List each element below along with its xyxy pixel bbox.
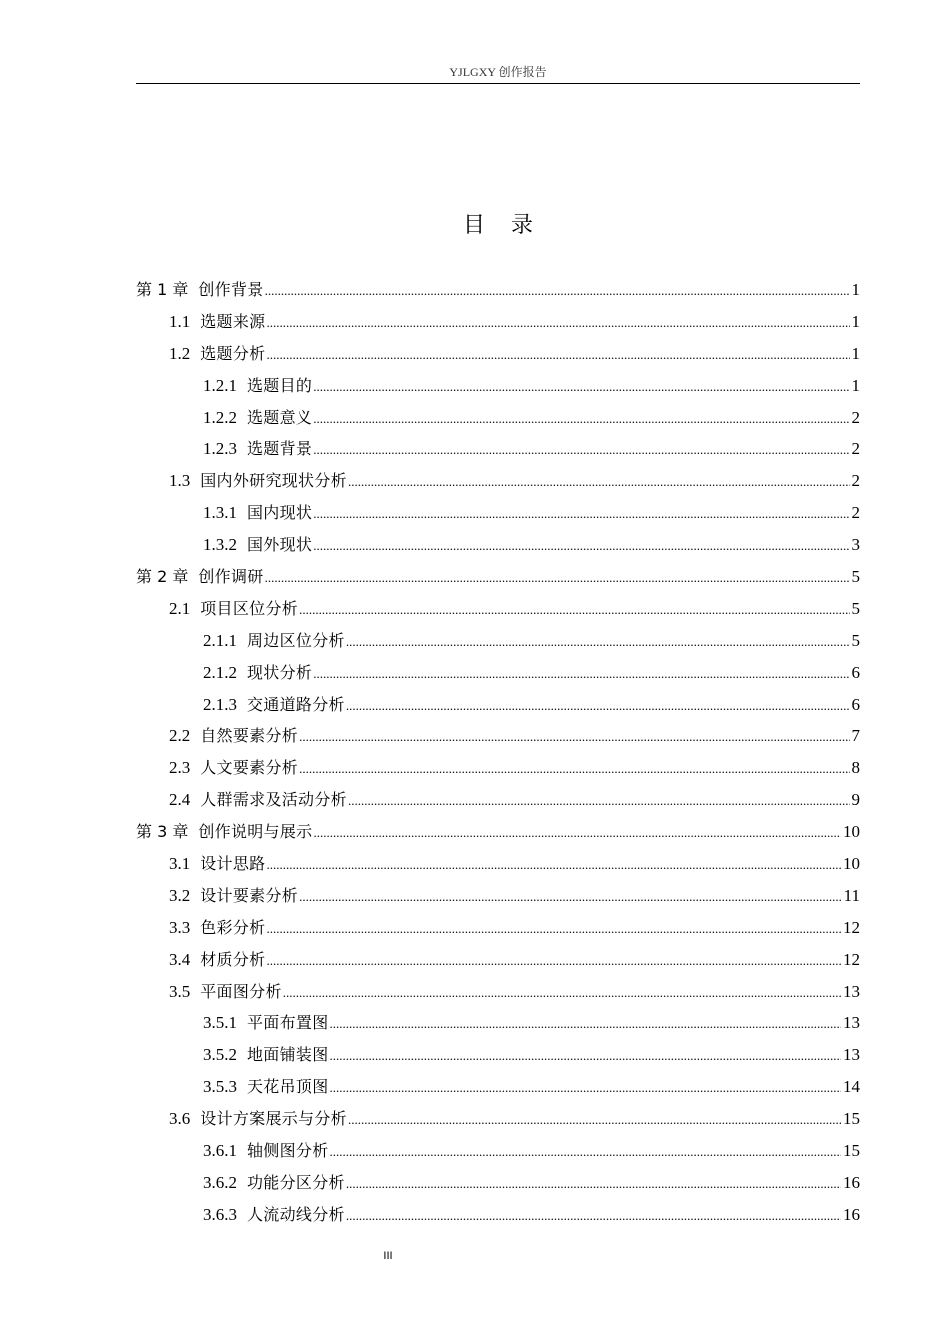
toc-entry-page: 10: [843, 822, 860, 842]
toc-entry-page: 7: [851, 726, 860, 746]
toc-subsection-entry[interactable]: [136, 1135, 860, 1167]
toc-entry-number: 2.1: [169, 598, 191, 618]
toc-section-entry[interactable]: [136, 944, 860, 976]
toc-section-entry[interactable]: [136, 784, 860, 816]
toc-entry-title: 天花吊顶图: [247, 1077, 329, 1097]
toc-dot-leader: [313, 658, 849, 690]
toc-entry-page: 8: [851, 758, 860, 778]
toc-entry-number: 3.5.2: [203, 1045, 237, 1065]
toc-entry-page: 6: [851, 662, 860, 682]
toc-entry-title: 人文要素分析: [200, 758, 299, 778]
toc-entry-number: 3.6.2: [203, 1172, 237, 1192]
toc-subsection-entry[interactable]: [136, 689, 860, 721]
running-header: [136, 62, 860, 84]
toc-entry-title: 平面图分析: [200, 981, 282, 1001]
toc-section-entry[interactable]: [136, 880, 860, 912]
toc-entry-page: 5: [851, 567, 860, 587]
toc-dot-leader: [330, 1136, 841, 1168]
toc-section-entry[interactable]: [136, 976, 860, 1008]
toc-entry-number: 2.3: [169, 758, 191, 778]
toc-entry-number: 3.5.3: [203, 1077, 237, 1097]
toc-entry-page: 2: [851, 439, 860, 459]
toc-entry-page: 10: [843, 854, 860, 874]
toc-dot-leader: [299, 881, 842, 913]
toc-entry-number: 1.1: [169, 311, 191, 331]
toc-section-entry[interactable]: [136, 912, 860, 944]
toc-entry-page: 2: [851, 407, 860, 427]
toc-entry-number: 3.4: [169, 949, 191, 969]
toc-entry-title: 功能分区分析: [247, 1172, 345, 1192]
toc-entry-title: 轴侧图分析: [247, 1141, 329, 1161]
toc-entry-number: 第 1 章: [136, 280, 189, 299]
toc-entry-page: 3: [851, 535, 860, 555]
toc-subsection-entry[interactable]: [136, 1167, 860, 1199]
toc-entry-title: 平面布置图: [247, 1013, 329, 1033]
toc-entry-title: 人流动线分析: [247, 1204, 345, 1224]
toc-entry-title: 选题目的: [247, 375, 313, 395]
toc-entry-page: 16: [843, 1204, 860, 1224]
toc-dot-leader: [313, 530, 849, 562]
toc-section-entry[interactable]: [136, 465, 860, 497]
toc-entry-title: 国内现状: [247, 503, 313, 523]
toc-dot-leader: [348, 1104, 841, 1136]
toc-entry-page: 15: [843, 1141, 860, 1161]
toc-entry-page: 6: [851, 694, 860, 714]
toc-subsection-entry[interactable]: [136, 1199, 860, 1231]
toc-entry-number: 1.3.2: [203, 535, 237, 555]
toc-subsection-entry[interactable]: [136, 529, 860, 561]
toc-entry-number: 3.1: [169, 854, 191, 874]
toc-entry-page: 11: [843, 885, 860, 905]
toc-entry-title: 设计方案展示与分析: [200, 1109, 347, 1129]
toc-entry-title: 自然要素分析: [200, 726, 299, 746]
toc-chapter-entry[interactable]: [136, 816, 860, 848]
table-of-contents: [136, 274, 860, 1231]
toc-subsection-entry[interactable]: [136, 402, 860, 434]
toc-dot-leader: [313, 498, 849, 530]
toc-entry-title: 国内外研究现状分析: [200, 471, 347, 491]
toc-entry-title: 国外现状: [247, 535, 313, 555]
toc-entry-page: 2: [851, 503, 860, 523]
toc-entry-title: 现状分析: [247, 662, 313, 682]
toc-section-entry[interactable]: [136, 720, 860, 752]
toc-entry-number: 3.6.1: [203, 1141, 237, 1161]
toc-subsection-entry[interactable]: [136, 1071, 860, 1103]
toc-dot-leader: [266, 945, 841, 977]
toc-entry-title: 人群需求及活动分析: [200, 790, 347, 810]
toc-title: 目录: [462, 213, 559, 238]
toc-entry-number: 2.1.1: [203, 630, 237, 650]
toc-dot-leader: [299, 753, 849, 785]
toc-entry-page: 13: [843, 981, 860, 1001]
toc-subsection-entry[interactable]: [136, 1039, 860, 1071]
toc-dot-leader: [330, 1072, 841, 1104]
toc-dot-leader: [266, 849, 841, 881]
toc-dot-leader: [346, 626, 850, 658]
toc-section-entry[interactable]: [136, 1103, 860, 1135]
toc-entry-page: 1: [851, 280, 860, 299]
toc-dot-leader: [266, 913, 841, 945]
toc-dot-leader: [265, 562, 850, 594]
toc-entry-number: 3.6.3: [203, 1204, 237, 1224]
toc-dot-leader: [330, 1008, 841, 1040]
toc-dot-leader: [266, 339, 849, 371]
toc-entry-number: 2.1.3: [203, 694, 237, 714]
toc-dot-leader: [346, 1200, 841, 1232]
toc-section-entry[interactable]: [136, 306, 860, 338]
toc-entry-page: 9: [851, 790, 860, 810]
toc-subsection-entry[interactable]: [136, 1007, 860, 1039]
toc-section-entry[interactable]: [136, 752, 860, 784]
toc-dot-leader: [348, 466, 850, 498]
toc-dot-leader: [313, 434, 849, 466]
toc-subsection-entry[interactable]: [136, 370, 860, 402]
toc-entry-title: 材质分析: [200, 949, 266, 969]
toc-dot-leader: [313, 403, 849, 435]
toc-entry-title: 选题来源: [200, 311, 266, 331]
toc-dot-leader: [299, 594, 849, 626]
toc-entry-page: 12: [843, 917, 860, 937]
toc-entry-number: 3.6: [169, 1109, 191, 1129]
toc-section-entry[interactable]: [136, 338, 860, 370]
toc-entry-page: 5: [851, 598, 860, 618]
toc-entry-number: 3.2: [169, 885, 191, 905]
toc-dot-leader: [313, 817, 841, 849]
toc-entry-number: 1.3.1: [203, 503, 237, 523]
toc-dot-leader: [265, 275, 850, 307]
toc-entry-page: 5: [851, 630, 860, 650]
toc-section-entry[interactable]: [136, 593, 860, 625]
toc-chapter-entry[interactable]: [136, 274, 860, 306]
toc-entry-page: 13: [843, 1013, 860, 1033]
running-header-title: YJLGXY 创作报告: [449, 65, 547, 79]
toc-entry-number: 2.2: [169, 726, 191, 746]
toc-entry-page: 15: [843, 1109, 860, 1129]
toc-dot-leader: [266, 307, 849, 339]
toc-entry-page: 1: [851, 343, 860, 363]
toc-subsection-entry[interactable]: [136, 497, 860, 529]
toc-entry-number: 3.5.1: [203, 1013, 237, 1033]
toc-dot-leader: [313, 371, 849, 403]
toc-entry-title: 色彩分析: [200, 917, 266, 937]
toc-entry-page: 16: [843, 1172, 860, 1192]
toc-entry-title: 创作背景: [198, 280, 264, 299]
toc-entry-page: 14: [843, 1077, 860, 1097]
toc-entry-number: 3.3: [169, 917, 191, 937]
toc-subsection-entry[interactable]: [136, 657, 860, 689]
toc-entry-title: 周边区位分析: [247, 630, 345, 650]
toc-entry-number: 2.4: [169, 790, 191, 810]
toc-entry-number: 1.3: [169, 471, 191, 491]
toc-entry-number: 1.2.2: [203, 407, 237, 427]
toc-entry-page: 1: [851, 311, 860, 331]
toc-entry-number: 第 3 章: [136, 822, 189, 842]
toc-subsection-entry[interactable]: [136, 433, 860, 465]
toc-dot-leader: [346, 690, 850, 722]
toc-entry-page: 13: [843, 1045, 860, 1065]
toc-entry-title: 项目区位分析: [200, 598, 299, 618]
toc-entry-title: 选题意义: [247, 407, 313, 427]
toc-entry-number: 1.2.1: [203, 375, 237, 395]
toc-entry-title: 选题分析: [200, 343, 266, 363]
toc-entry-title: 创作说明与展示: [198, 822, 313, 842]
toc-entry-page: 12: [843, 949, 860, 969]
toc-entry-page: 1: [851, 375, 860, 395]
toc-entry-number: 3.5: [169, 981, 191, 1001]
toc-entry-number: 2.1.2: [203, 662, 237, 682]
toc-entry-number: 1.2.3: [203, 439, 237, 459]
toc-entry-title: 创作调研: [198, 567, 264, 587]
toc-section-entry[interactable]: [136, 848, 860, 880]
toc-chapter-entry[interactable]: [136, 561, 860, 593]
toc-dot-leader: [283, 977, 841, 1009]
toc-entry-page: 2: [851, 471, 860, 491]
toc-entry-number: 1.2: [169, 343, 191, 363]
toc-entry-title: 设计思路: [200, 854, 266, 874]
toc-dot-leader: [346, 1168, 841, 1200]
toc-dot-leader: [299, 721, 849, 753]
toc-entry-title: 交通道路分析: [247, 694, 345, 714]
toc-entry-title: 选题背景: [247, 439, 313, 459]
toc-subsection-entry[interactable]: [136, 625, 860, 657]
toc-entry-number: 第 2 章: [136, 567, 189, 587]
toc-dot-leader: [348, 785, 850, 817]
toc-entry-title: 地面铺装图: [247, 1045, 329, 1065]
toc-dot-leader: [330, 1040, 841, 1072]
toc-entry-title: 设计要素分析: [200, 885, 299, 905]
page-number: III: [383, 1250, 393, 1262]
